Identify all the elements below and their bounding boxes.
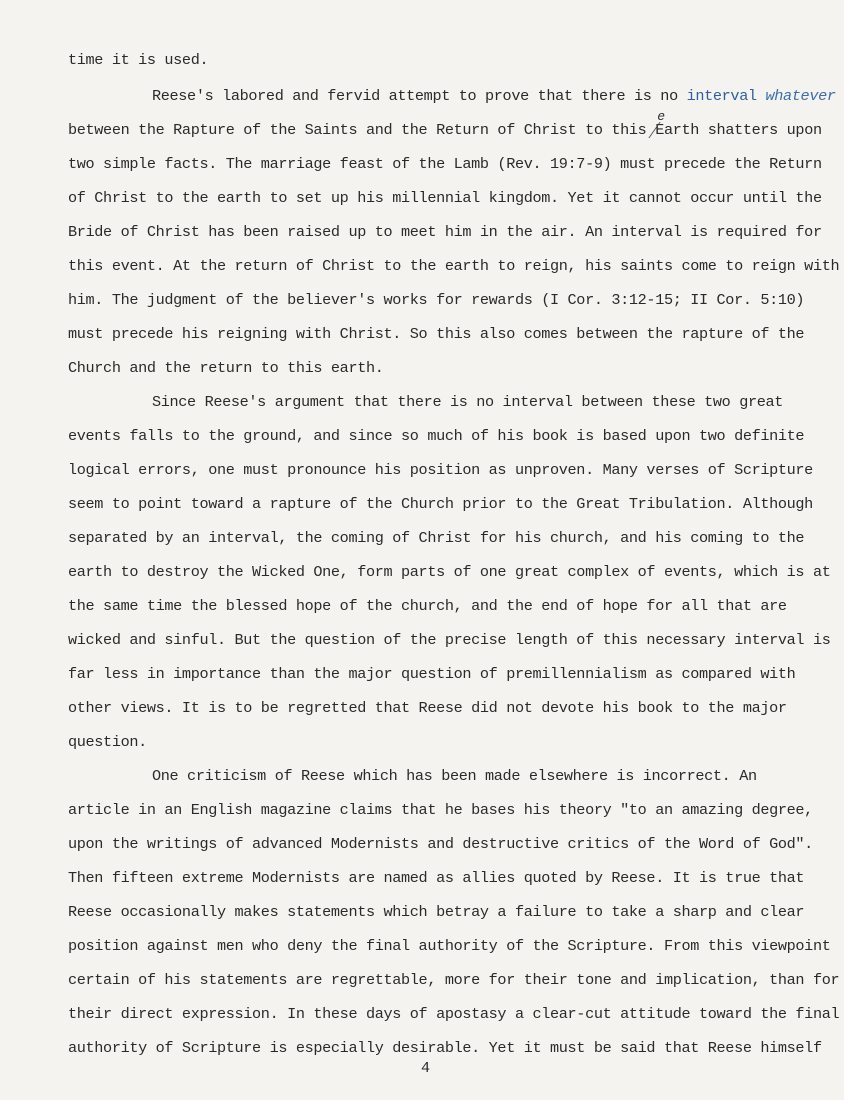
tinted-word: interval [686,87,757,105]
text-line: question. [68,733,147,751]
text-line: him. The judgment of the believer's works for rewards (I Cor. 3:12-15; II Cor. 5:10) [68,291,805,309]
text-line: One criticism of Reese which has been made elsewhere is incorrect. An [152,767,757,785]
text-line: two simple facts. The marriage feast of the Lamb (Rev. 19:7-9) must precede the Return [68,155,822,173]
text-line: Church and the return to this earth. [68,359,384,377]
text-line: authority of Scripture is especially desirable. Yet it must be said that Reese himself [68,1039,822,1057]
text-line: events falls to the ground, and since so much of his book is based upon two definite [68,427,805,445]
text-segment: Reese's labored and fervid attempt to prove that there is no [152,87,678,105]
text-line: logical errors, one must pronounce his position as unproven. Many verses of Scripture [68,461,813,479]
text-line: upon the writings of advanced Modernists and destructive critics of the Word of God". [68,835,813,853]
text-line: their direct expression. In these days of apostasy a clear-cut attitude toward the final [68,1005,840,1023]
text-line: article in an English magazine claims that he bases his theory "to an amazing degree, [68,801,813,819]
corrected-letter: E [655,121,664,139]
handwritten-correction [655,109,665,140]
text-line: separated by an interval, the coming of Christ for his church, and his coming to the [68,529,805,547]
text-line [68,109,822,140]
handwritten-annotation: whatever [765,87,836,105]
text-line: wicked and sinful. But the question of the precise length of this necessary interval is [68,631,831,649]
text-line: Bride of Christ has been raised up to meet him in the air. An interval is required for [68,223,822,241]
correction-letter: e [657,109,665,124]
text-line: Then fifteen extreme Modernists are named as allies quoted by Reese. It is true that [68,869,805,887]
text-segment: between the Rapture of the Saints and the Return of Christ to this [68,121,647,139]
text-line: earth to destroy the Wicked One, form parts of one great complex of events, which is at [68,563,831,581]
text-line: the same time the blessed hope of the church, and the end of hope for all that are [68,597,787,615]
text-line: far less in importance than the major question of premillennialism as compared with [68,665,796,683]
text-line: seem to point toward a rapture of the Church prior to the Great Tribulation. Although [68,495,813,513]
text-line: time it is used. [68,51,209,69]
text-line: Since Reese's argument that there is no interval between these two great [152,393,784,411]
text-line: Reese occasionally makes statements which betray a failure to take a sharp and clear [68,903,805,921]
text-line: position against men who deny the final authority of the Scripture. From this viewpoint [68,937,831,955]
page-number: 4 [421,1060,431,1077]
text-line: this event. At the return of Christ to the earth to reign, his saints come to reign with [68,257,840,275]
text-line: other views. It is to be regretted that Reese did not devote his book to the major [68,699,787,717]
text-segment: arth shatters upon [663,121,822,139]
text-line: of Christ to the earth to set up his millennial kingdom. Yet it cannot occur until the [68,189,822,207]
text-line: must precede his reigning with Christ. So this also comes between the rapture of the [68,325,805,343]
text-line: certain of his statements are regrettable, more for their tone and implication, than for [68,971,840,989]
text-line [152,86,836,106]
